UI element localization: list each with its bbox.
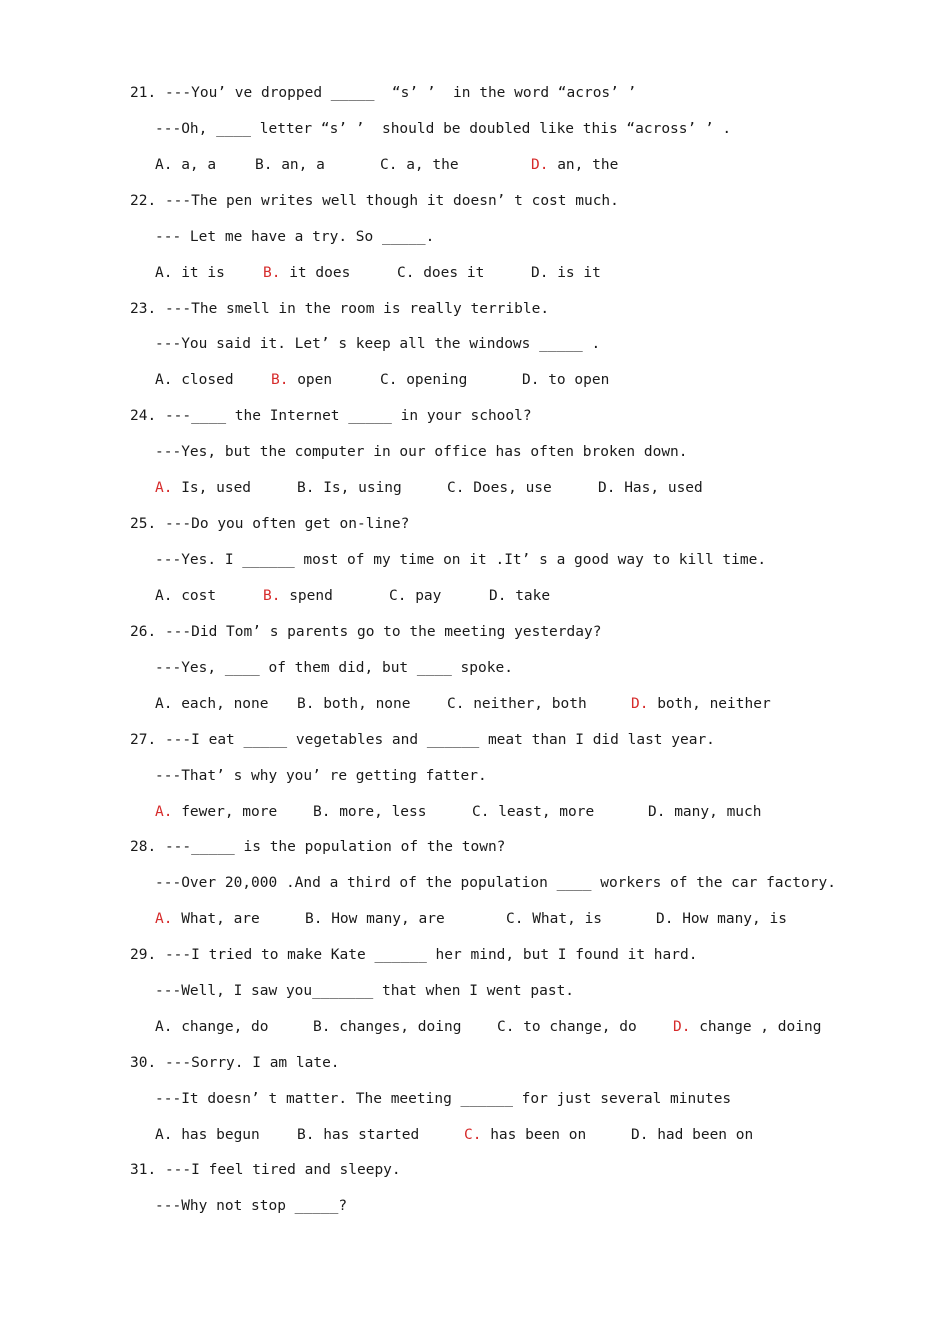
- option-d: D. to open: [522, 372, 610, 388]
- option-d: D. many, much: [648, 804, 762, 820]
- question-30: [130, 1053, 340, 1073]
- question-31: [130, 1160, 401, 1180]
- question-line: ---Sorry. I am late.: [164, 1055, 340, 1071]
- question-28: [130, 837, 505, 857]
- option-c: C. What, is: [506, 911, 603, 927]
- option-c: C. pay: [389, 588, 442, 604]
- question-number: 25.: [130, 516, 157, 532]
- option-d: D. both, neither: [631, 696, 771, 712]
- option-b: B. spend: [263, 588, 333, 604]
- option-b: B. an, a: [255, 157, 325, 173]
- option-b: B. both, none: [297, 696, 411, 712]
- question-number: 23.: [130, 301, 157, 317]
- question-27: [130, 730, 715, 750]
- question-line: ---You’ ve dropped _____ “s’ ’ in the word “acros’ ’: [164, 85, 637, 101]
- question-line: --- Let me have a try. So _____.: [155, 229, 435, 245]
- question-25: [130, 514, 409, 534]
- option-b: B. has started: [297, 1127, 420, 1143]
- option-a: A. cost: [155, 588, 217, 604]
- question-29: [130, 945, 697, 965]
- question-23: [130, 299, 549, 319]
- option-b: B. open: [271, 372, 333, 388]
- question-line: ---I tried to make Kate ______ her mind, but I found it hard.: [164, 947, 698, 963]
- question-line: ---Do you often get on-line?: [164, 516, 410, 532]
- question-number: 26.: [130, 624, 157, 640]
- option-c: C. to change, do: [497, 1019, 637, 1035]
- question-line: ---I feel tired and sleepy.: [164, 1162, 401, 1178]
- option-a: A. a, a: [155, 157, 217, 173]
- question-line: ---Oh, ____ letter “s’ ’ should be doubled like this “across’ ’ .: [155, 121, 732, 137]
- question-line: ---The smell in the room is really terrible.: [164, 301, 550, 317]
- question-number: 22.: [130, 193, 157, 209]
- option-a: A. Is, used: [155, 480, 252, 496]
- question-line: ---The pen writes well though it doesn’ t cost much.: [164, 193, 619, 209]
- option-b: B. changes, doing: [313, 1019, 462, 1035]
- question-line: ---Did Tom’ s parents go to the meeting yesterday?: [164, 624, 602, 640]
- option-d: D. Has, used: [598, 480, 703, 496]
- question-line: ---Yes, ____ of them did, but ____ spoke.: [155, 660, 513, 676]
- question-line: ---Why not stop _____?: [155, 1198, 348, 1214]
- option-c: C. opening: [380, 372, 468, 388]
- option-c: C. Does, use: [447, 480, 552, 496]
- question-number: 27.: [130, 732, 157, 748]
- question-24: [130, 406, 532, 426]
- option-a: A. closed: [155, 372, 234, 388]
- option-a: A. it is: [155, 265, 225, 281]
- option-a: A. What, are: [155, 911, 260, 927]
- question-number: 28.: [130, 839, 157, 855]
- option-b: B. Is, using: [297, 480, 402, 496]
- option-d: D. had been on: [631, 1127, 754, 1143]
- option-a: A. has begun: [155, 1127, 260, 1143]
- option-a: A. fewer, more: [155, 804, 278, 820]
- question-number: 24.: [130, 408, 157, 424]
- option-d: D. is it: [531, 265, 601, 281]
- option-b: B. it does: [263, 265, 351, 281]
- option-c: C. neither, both: [447, 696, 587, 712]
- question-26: [130, 622, 601, 642]
- option-d: D. take: [489, 588, 551, 604]
- option-d: D. an, the: [531, 157, 619, 173]
- question-line: ---Yes, but the computer in our office has often broken down.: [155, 444, 688, 460]
- question-number: 29.: [130, 947, 157, 963]
- question-line: ---_____ is the population of the town?: [164, 839, 506, 855]
- option-c: C. does it: [397, 265, 485, 281]
- option-c: C. least, more: [472, 804, 595, 820]
- question-line: ---Well, I saw you_______ that when I went past.: [155, 983, 575, 999]
- question-line: ---Yes. I ______ most of my time on it .It’ s a good way to kill time.: [155, 552, 767, 568]
- question-line: ---That’ s why you’ re getting fatter.: [155, 768, 487, 784]
- question-number: 30.: [130, 1055, 157, 1071]
- question-line: ---Over 20,000 .And a third of the population ____ workers of the car factory.: [155, 875, 836, 891]
- option-b: B. more, less: [313, 804, 427, 820]
- option-a: A. each, none: [155, 696, 269, 712]
- option-c: C. a, the: [380, 157, 459, 173]
- question-number: 31.: [130, 1162, 157, 1178]
- option-b: B. How many, are: [305, 911, 445, 927]
- question-line: ---It doesn’ t matter. The meeting ______ for just several minutes: [155, 1091, 732, 1107]
- option-d: D. change , doing: [673, 1019, 822, 1035]
- option-d: D. How many, is: [656, 911, 787, 927]
- option-a: A. change, do: [155, 1019, 269, 1035]
- question-number: 21.: [130, 85, 157, 101]
- question-line: ---____ the Internet _____ in your school?: [164, 408, 532, 424]
- question-line: ---You said it. Let’ s keep all the windows _____ .: [155, 336, 601, 352]
- question-21: [130, 83, 636, 103]
- question-22: [130, 191, 619, 211]
- option-c: C. has been on: [464, 1127, 587, 1143]
- question-line: ---I eat _____ vegetables and ______ meat than I did last year.: [164, 732, 715, 748]
